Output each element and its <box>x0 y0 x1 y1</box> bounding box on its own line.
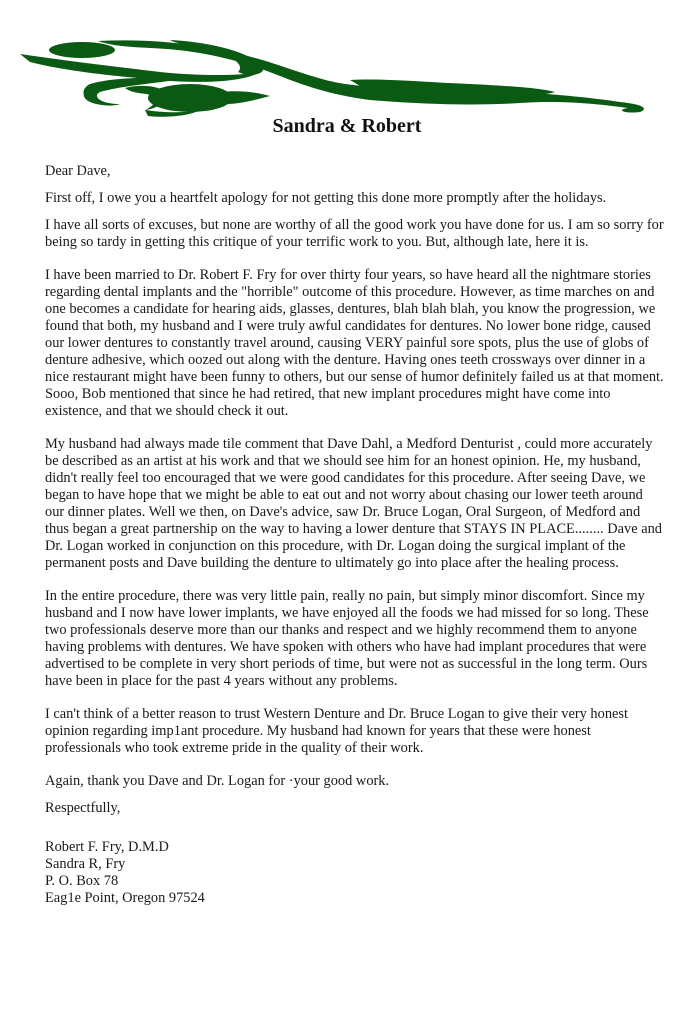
signature-name-sandra: Sandra R, Fry <box>45 856 126 872</box>
signature-name-robert: Robert F. Fry, D.M.D <box>45 839 169 855</box>
signature-block <box>45 839 665 907</box>
scroll-ornament <box>0 0 678 120</box>
signature-po-box: P. O. Box 78 <box>45 873 119 889</box>
letter-body <box>45 163 665 907</box>
closing: Respectfully, <box>45 800 121 816</box>
paragraph-apology: First off, I owe you a heartfelt apology for not getting this done more promptly after the holidays. <box>45 190 607 206</box>
signature-city: Eag1e Point, Oregon 97524 <box>45 890 205 906</box>
ornament-blob <box>148 84 232 112</box>
paragraph-dave-dahl: My husband had always made tile comment that Dave Dahl, a Medford Denturist , could more accurately be described as an artist at his work and that we should see him for an honest opinion. He, my husband, didn't really feel too encouraged that we were good candidates for this procedure. After seeing Dave, we began to have hope that we might be able to eat out and not worry about chasing our lower teeth around our dinner plates. Well we then, on Dave's advice, saw Dr. Bruce Logan, Oral Surgeon, of Medford and thus began a great partnership on the way to having a lower denture that STAYS IN PLACE........ Dave and Dr. Logan worked in conjunction on this procedure, with Dr. Logan doing the surgical implant of the permanent posts and Dave building the denture to ultimately go into place after the healing process. <box>45 436 662 571</box>
paragraph-procedure: In the entire procedure, there was very little pain, really no pain, but simply minor discomfort. Since my husband and I now have lower implants, we have enjoyed all the foods we had missed for so long. These two professionals deserve more than our thanks and respect and we highly recommend them to anyone having problems with dentures. We have spoken with others who have had implant procedures that were advertised to be complete in very short periods of time, but were not as successful in the long term. Ours have been in place for the past 4 years without any problems. <box>45 588 649 689</box>
paragraph-recommendation: I can't think of a better reason to trust Western Denture and Dr. Bruce Logan to give their very honest opinion regarding imp1ant procedure. My husband had known for years that these were honest professionals who took extreme pride in the quality of their work. <box>45 706 629 756</box>
ornament-swirls <box>20 40 644 117</box>
letterhead-title: Sandra & Robert <box>272 115 422 137</box>
thanks-line: Again, thank you Dave and Dr. Logan for ·your good work. <box>45 773 390 789</box>
paragraph-excuses: I have all sorts of excuses, but none are worthy of all the good work you have done for us. I am so sorry for being so tardy in getting this critique of your terrific work to you. But, although late, here it is. <box>45 217 664 250</box>
paragraph-background: I have been married to Dr. Robert F. Fry for over thirty four years, so have heard all the nightmare stories regarding dental implants and the "horrible" outcome of this procedure. However, as time marches on and one becomes a candidate for hearing aids, glasses, dentures, blah blah blah, you know the progression, we found that both, my husband and I were truly awful candidates for dentures. No lower bone ridge, caused our lower dentures to constantly travel around, causing VERY painful sore spots, plus the use of globs of denture adhesive, which oozed out along with the denture. Having ones teeth crossways over dinner in a nice restaurant might have been funny to others, but our sense of humor definitely failed us at that moment. Sooo, Bob mentioned that since he had retired, that new implant procedures might have come into existence, and that we should check it out. <box>45 267 664 419</box>
salutation: Dear Dave, <box>45 163 111 179</box>
ornament-oval <box>49 42 115 58</box>
